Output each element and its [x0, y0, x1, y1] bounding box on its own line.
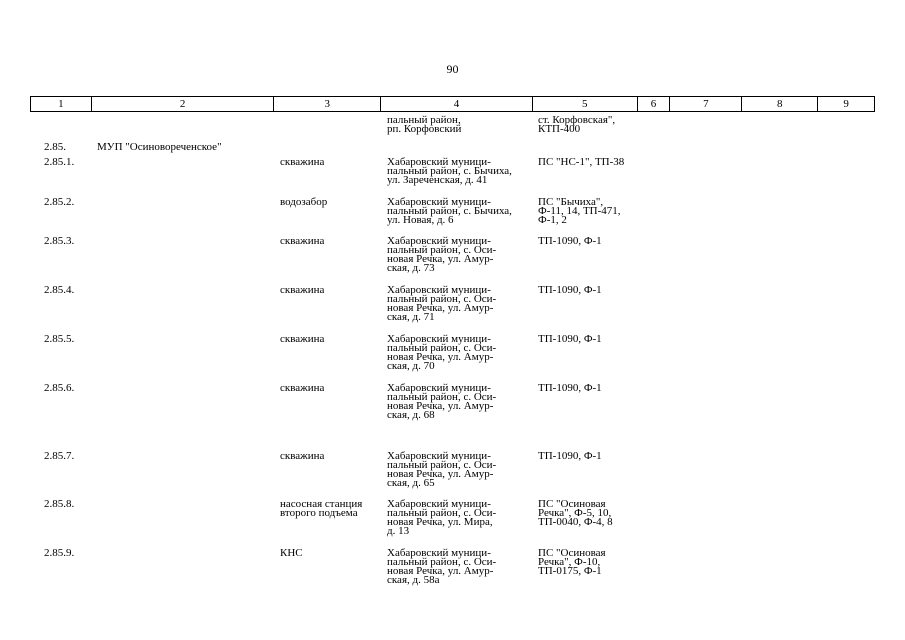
table-header — [30, 96, 875, 112]
header-col-4: 4 — [381, 97, 533, 111]
object-address: Хабаровский муници- пальный район, с. Оси- новая Речка, ул. Амур- ская, д. 70 — [387, 333, 497, 372]
header-col-3: 3 — [274, 97, 381, 111]
object-address: Хабаровский муници- пальный район, с. Оси- новая Речка, ул. Амур- ская, д. 68 — [387, 382, 497, 421]
header-col-5: 5 — [533, 97, 638, 111]
power-source: ТП-1090, Ф-1 — [538, 450, 602, 462]
object-address: Хабаровский муници- пальный район, с. Бычиха, ул. Зареченская, д. 41 — [387, 156, 512, 186]
power-source: ТП-1090, Ф-1 — [538, 382, 602, 394]
row-number: 2.85.1. — [44, 156, 75, 168]
continuation-power: ст. Корфовская", КТП-400 — [538, 114, 616, 135]
object-type: скважина — [280, 382, 325, 394]
row-number: 2.85.4. — [44, 284, 75, 296]
row-number: 2.85.6. — [44, 382, 75, 394]
power-source: ТП-1090, Ф-1 — [538, 235, 602, 247]
row-number: 2.85.9. — [44, 547, 75, 559]
header-col-6: 6 — [638, 97, 671, 111]
header-col-2: 2 — [92, 97, 275, 111]
continuation-address: пальный район, рп. Корфовский — [387, 114, 462, 135]
header-col-7: 7 — [670, 97, 742, 111]
power-source: ПС "Бычиха", Ф-11, 14, ТП-471, Ф-1, 2 — [538, 196, 621, 226]
object-type: скважина — [280, 284, 325, 296]
object-type: скважина — [280, 450, 325, 462]
row-number: 2.85.3. — [44, 235, 75, 247]
object-address: Хабаровский муници- пальный район, с. Оси- новая Речка, ул. Мира, д. 13 — [387, 498, 497, 537]
row-number: 2.85.8. — [44, 498, 75, 510]
object-address: Хабаровский муници- пальный район, с. Оси- новая Речка, ул. Амур- ская, д. 71 — [387, 284, 497, 323]
header-col-9: 9 — [843, 98, 849, 110]
object-address: Хабаровский муници- пальный район, с. Бычиха, ул. Новая, д. 6 — [387, 196, 512, 226]
header-col-8: 8 — [742, 97, 818, 111]
object-type: насосная станция второго подъема — [280, 498, 363, 519]
power-source: ПС "Осиновая Речка", Ф-5, 10, ТП-0040, Ф-4, 8 — [538, 498, 613, 528]
object-type: скважина — [280, 333, 325, 345]
power-source: ПС "Осиновая Речка", Ф-10, ТП-0175, Ф-1 — [538, 547, 606, 577]
row-number: 2.85.2. — [44, 196, 75, 208]
object-type: водозабор — [280, 196, 328, 208]
object-type: скважина — [280, 235, 325, 247]
power-source: ПС "НС-1", ТП-38 — [538, 156, 625, 168]
page-number: 90 — [446, 62, 459, 76]
group-name: МУП "Осиновореченское" — [97, 141, 222, 153]
row-number: 2.85.7. — [44, 450, 75, 462]
object-type: скважина — [280, 156, 325, 168]
header-col-1: 1 — [31, 97, 92, 111]
object-address: Хабаровский муници- пальный район, с. Оси- новая Речка, ул. Амур- ская, д. 58а — [387, 547, 497, 586]
object-address: Хабаровский муници- пальный район, с. Оси- новая Речка, ул. Амур- ская, д. 65 — [387, 450, 497, 489]
object-address: Хабаровский муници- пальный район, с. Оси- новая Речка, ул. Амур- ская, д. 73 — [387, 235, 497, 274]
object-type: КНС — [280, 547, 303, 559]
row-number: 2.85.5. — [44, 333, 75, 345]
power-source: ТП-1090, Ф-1 — [538, 333, 602, 345]
group-number: 2.85. — [44, 141, 66, 153]
power-source: ТП-1090, Ф-1 — [538, 284, 602, 296]
